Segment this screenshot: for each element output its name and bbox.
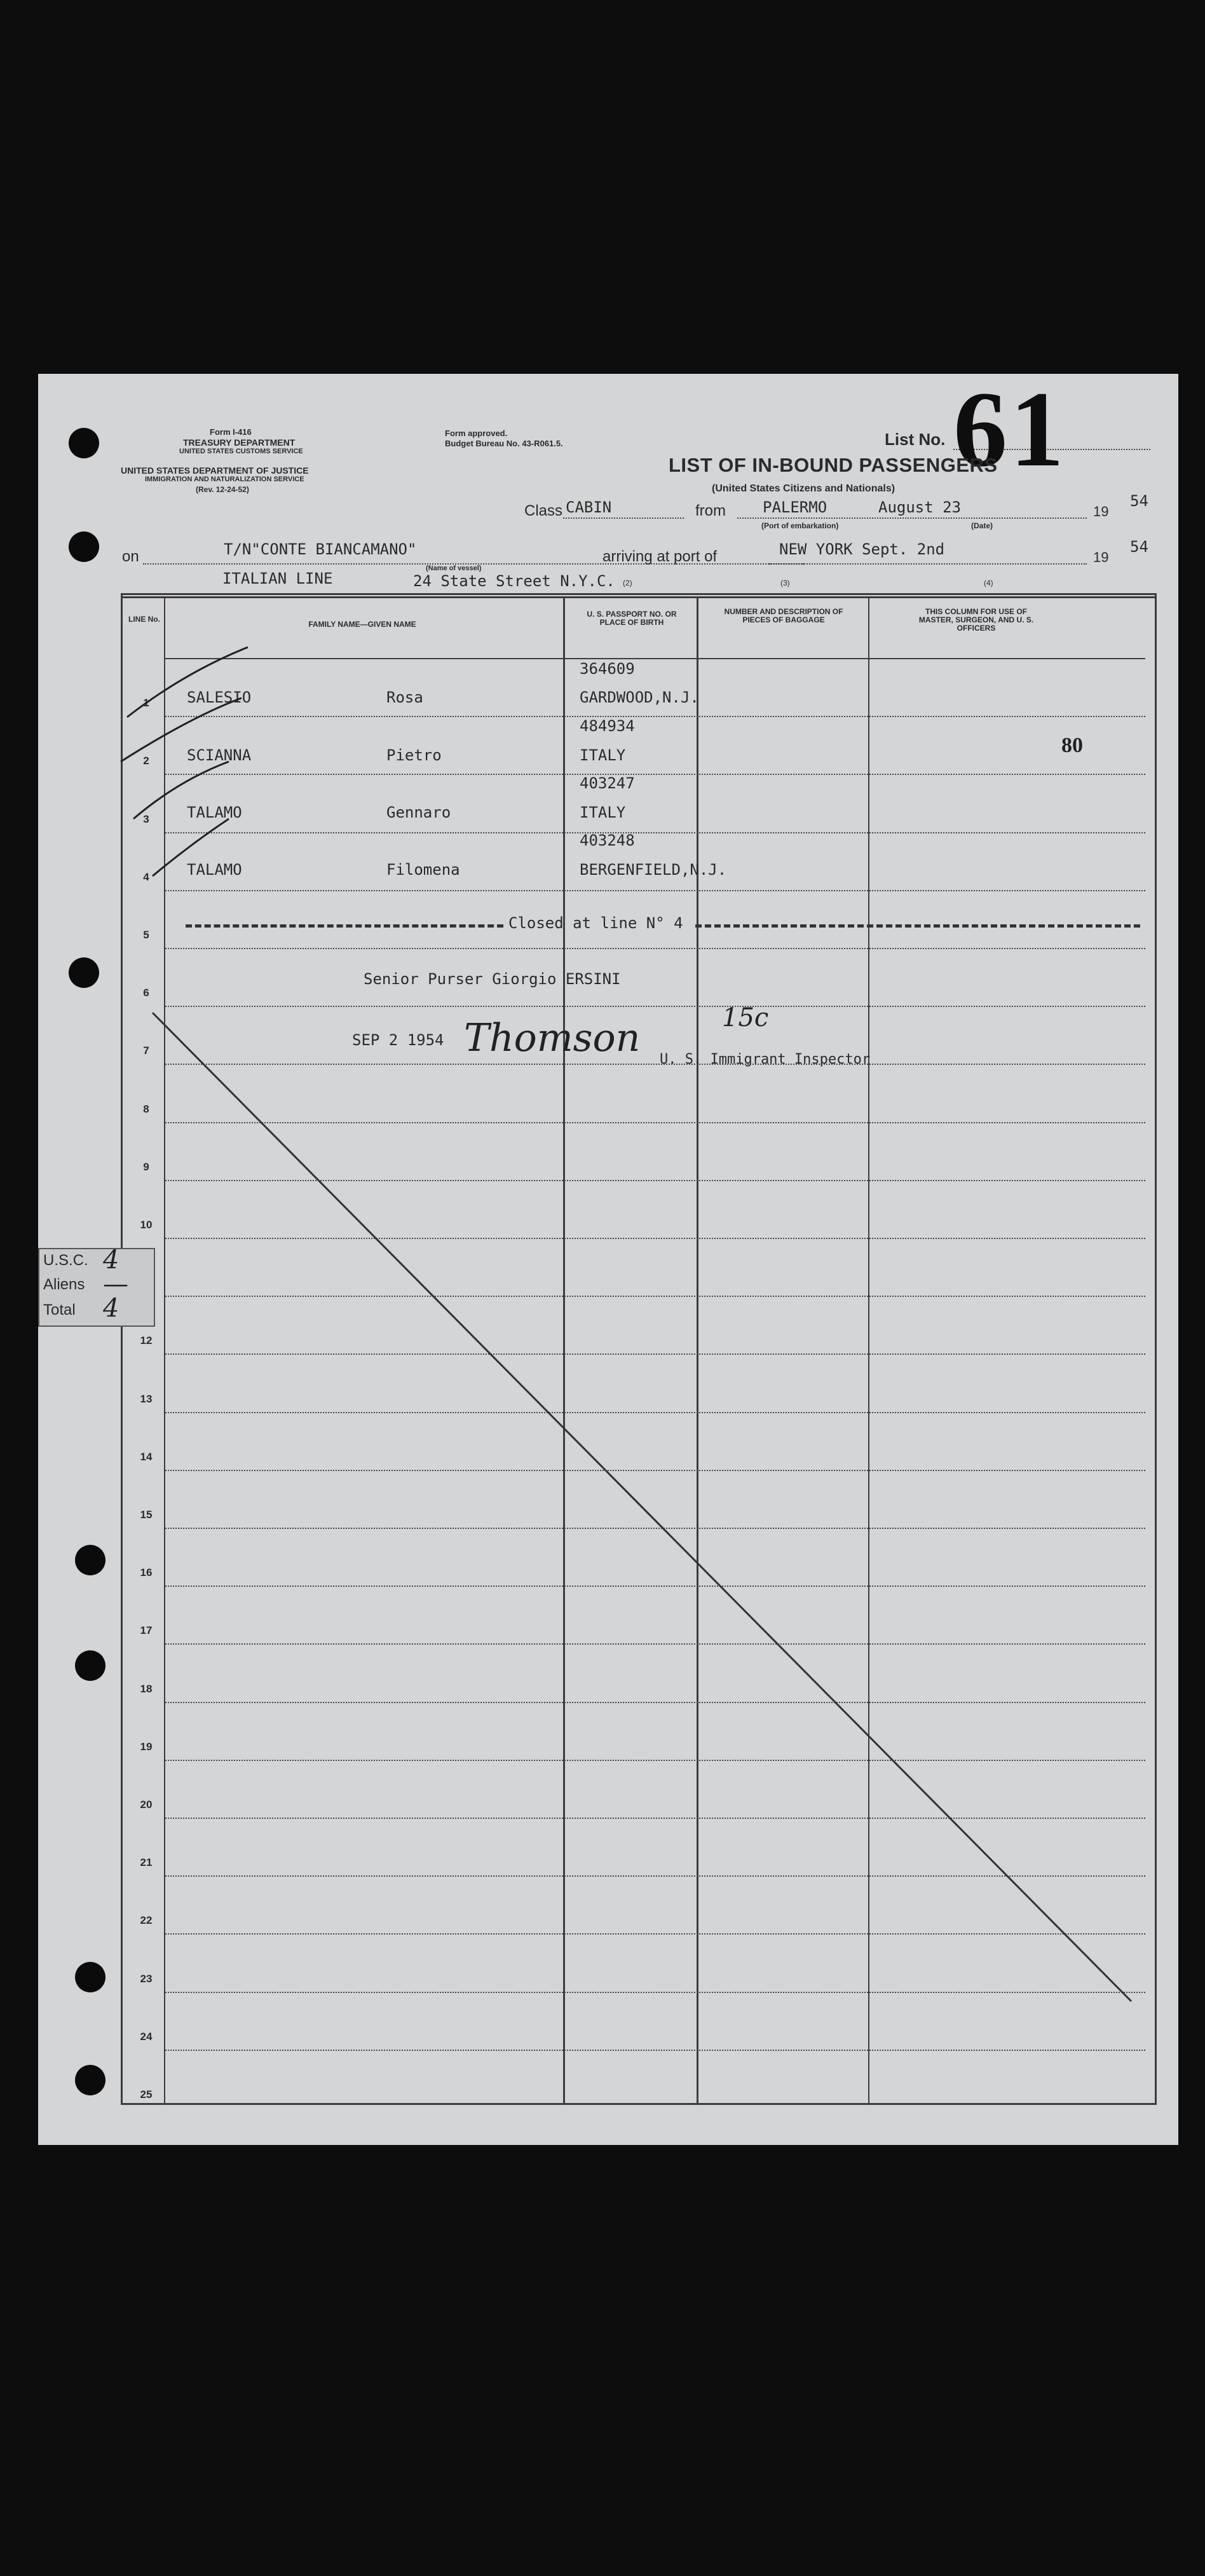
entry-4-family: TALAMO xyxy=(187,861,242,879)
from-label: from xyxy=(695,502,726,519)
entry-1-given: Rosa xyxy=(386,689,423,706)
embarkation-date: August 23 xyxy=(878,498,962,516)
form-number: Form I-416 xyxy=(210,427,252,437)
line-number: 12 xyxy=(140,1334,153,1347)
entry-3-birth: ITALY xyxy=(580,804,626,821)
form-title: LIST OF IN-BOUND PASSENGERS xyxy=(669,454,998,476)
entry-3-given: Gennaro xyxy=(386,804,451,821)
line-number: 13 xyxy=(140,1392,153,1405)
closed-at-line: Closed at line N° 4 xyxy=(508,914,683,932)
check-mark xyxy=(133,762,229,819)
line-number: 9 xyxy=(143,1160,149,1173)
strike-through-line xyxy=(153,1013,1131,2001)
arrival-year: 54 xyxy=(1130,538,1148,556)
line-number: 6 xyxy=(143,987,149,999)
line-number: 5 xyxy=(143,929,149,941)
date-caption: (Date) xyxy=(971,521,993,530)
senior-purser: Senior Purser Giorgio ERSINI xyxy=(364,970,621,988)
line-number: 16 xyxy=(140,1566,153,1579)
treasury-dept: TREASURY DEPARTMENT xyxy=(183,437,296,448)
list-number: 61 xyxy=(953,369,1066,489)
entry-2-given: Pietro xyxy=(386,746,442,764)
col-marker-2: (2) xyxy=(623,579,632,587)
annotation-marks xyxy=(38,374,1178,2145)
tally-total-label: Total xyxy=(43,1301,76,1319)
header-officers: THIS COLUMN FOR USE OF MASTER, SURGEON, AND U. S. OFFICERS xyxy=(918,607,1034,633)
inspector-title: U. S. Immigrant Inspector xyxy=(660,1052,871,1067)
check-mark xyxy=(127,647,248,717)
line-number: 18 xyxy=(140,1682,153,1695)
tally-usc-value: 4 xyxy=(103,1245,119,1275)
entry-2-birth: ITALY xyxy=(580,746,626,764)
header-name: FAMILY NAME—GIVEN NAME xyxy=(308,620,416,629)
justice-dept: UNITED STATES DEPARTMENT OF JUSTICE xyxy=(121,465,309,476)
entry-3-family: TALAMO xyxy=(187,804,242,821)
shipping-line-address: 24 State Street N.Y.C. xyxy=(413,572,615,590)
entry-4-given: Filomena xyxy=(386,861,460,879)
list-no-label: List No. xyxy=(885,430,946,449)
form-subtitle: (United States Citizens and Nationals) xyxy=(712,483,895,494)
inspection-stamp-date: SEP 2 1954 xyxy=(352,1031,444,1049)
header-baggage: NUMBER AND DESCRIPTION OF PIECES OF BAGGAGE xyxy=(724,607,843,624)
col-marker-3: (3) xyxy=(780,579,790,587)
port-of-embarkation: PALERMO xyxy=(763,498,827,516)
on-label: on xyxy=(122,548,139,565)
entry-2-family: SCIANNA xyxy=(187,746,252,764)
header-line-no: LINE No. xyxy=(128,615,160,624)
line-number: 8 xyxy=(143,1102,149,1115)
line-number: 21 xyxy=(140,1856,153,1869)
document-page xyxy=(38,369,1178,2145)
ins-service: IMMIGRATION AND NATURALIZATION SERVICE xyxy=(145,476,304,483)
line-number: 22 xyxy=(140,1914,153,1927)
line-number: 3 xyxy=(143,812,149,825)
inspector-initials: 15c xyxy=(722,1003,769,1032)
arriving-label: arriving at port of xyxy=(602,548,718,565)
tally-aliens-value: — xyxy=(103,1270,128,1299)
tally-usc-label: U.S.C. xyxy=(43,1252,88,1269)
vessel-caption: (Name of vessel) xyxy=(426,565,482,572)
tally-aliens-label: Aliens xyxy=(43,1276,85,1293)
line-number: 14 xyxy=(140,1450,153,1463)
embark-year: 54 xyxy=(1130,492,1148,510)
port-caption: (Port of embarkation) xyxy=(761,521,839,530)
check-mark xyxy=(153,819,229,876)
entry-3-passport: 403247 xyxy=(580,774,635,792)
entry-4-birth: BERGENFIELD,N.J. xyxy=(580,861,727,879)
inspector-signature: Thomson xyxy=(464,1016,641,1060)
entry-2-officer-note: 80 xyxy=(1061,734,1083,757)
line-number: 4 xyxy=(143,870,149,883)
year-prefix-2: 19 xyxy=(1093,549,1109,565)
line-number: 17 xyxy=(140,1624,153,1637)
entry-4-passport: 403248 xyxy=(580,832,635,849)
line-number: 10 xyxy=(140,1219,153,1231)
line-number: 25 xyxy=(140,2088,153,2100)
customs-service: UNITED STATES CUSTOMS SERVICE xyxy=(179,448,303,455)
arrival-port: NEW YORK Sept. 2nd xyxy=(779,540,945,558)
shipping-line: ITALIAN LINE xyxy=(222,570,333,587)
line-number: 20 xyxy=(140,1798,153,1811)
entry-1-birth: GARDWOOD,N.J. xyxy=(580,689,699,706)
year-prefix: 19 xyxy=(1093,504,1109,519)
line-number: 15 xyxy=(140,1509,153,1521)
revision: (Rev. 12-24-52) xyxy=(196,485,249,494)
entry-2-passport: 484934 xyxy=(580,717,635,735)
class-label: Class xyxy=(524,502,563,519)
class-value: CABIN xyxy=(566,498,612,516)
entry-1-passport: 364609 xyxy=(580,660,635,678)
line-number: 19 xyxy=(140,1740,153,1753)
line-number: 7 xyxy=(143,1045,149,1057)
tally-total-value: 4 xyxy=(103,1294,119,1323)
col-marker-4: (4) xyxy=(984,579,993,587)
line-number: 24 xyxy=(140,2030,153,2043)
header-passport: U. S. PASSPORT NO. OR PLACE OF BIRTH xyxy=(587,610,677,627)
line-number: 1 xyxy=(143,697,149,709)
form-approved: Form approved. xyxy=(445,428,508,438)
line-number: 2 xyxy=(143,755,149,767)
line-number: 23 xyxy=(140,1972,153,1985)
vessel-name: T/N"CONTE BIANCAMANO" xyxy=(224,540,417,558)
budget-bureau: Budget Bureau No. 43-R061.5. xyxy=(445,439,563,448)
entry-1-family: SALESIO xyxy=(187,689,252,706)
